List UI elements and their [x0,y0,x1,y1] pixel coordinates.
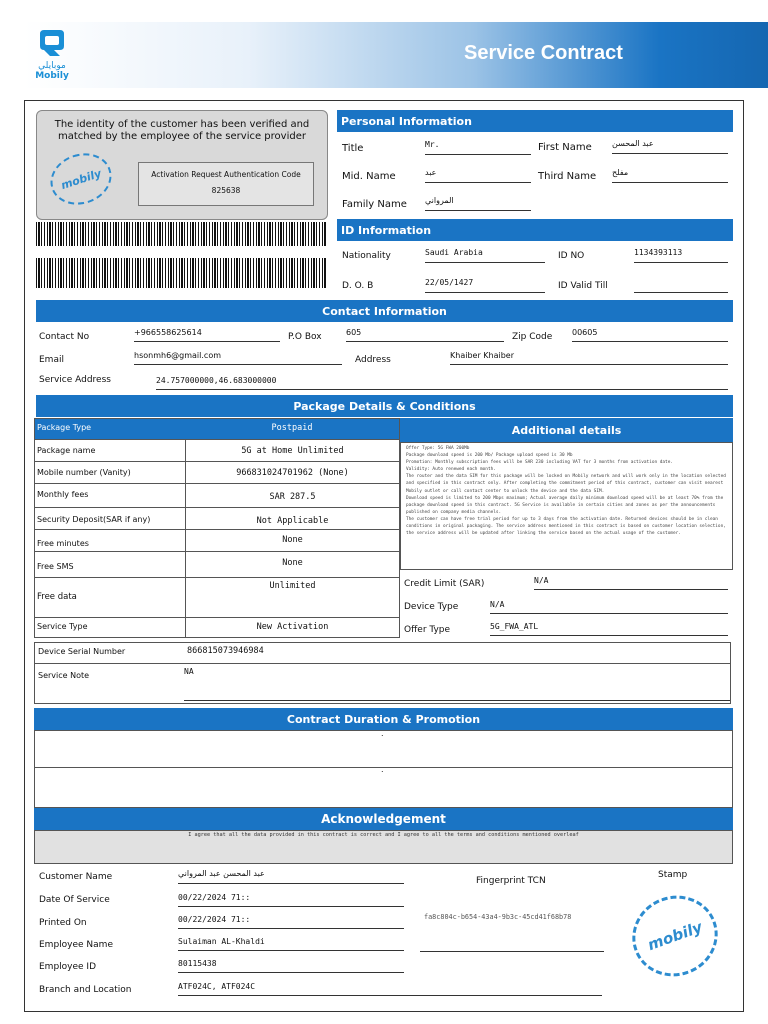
logo-arabic: موبايلي [38,61,66,71]
date-of-service-value: 00/22/2024 71:: [178,893,404,907]
row-value: Unlimited [185,578,399,617]
note-value: NA [184,667,730,701]
dob-label: D. O. B [342,281,374,291]
row-label: Free minutes [37,539,89,548]
barcode-1 [36,222,326,246]
duration-header [34,708,733,730]
package-title: Package Details & Conditions [293,399,476,413]
table-row [35,461,399,483]
fingerprint-label: Fingerprint TCN [476,876,546,886]
serial-label: Device Serial Number [38,647,126,656]
company-stamp-text: mobily [645,917,705,955]
employee-id-label: Employee ID [39,962,97,972]
auth-code-box [138,162,314,206]
table-row [35,439,399,461]
table-row [35,529,399,551]
note-label: Service Note [38,671,90,680]
branch-value: ATF024C, ATF024C [178,982,602,996]
package-header [36,395,733,417]
mobily-logo [32,28,72,81]
dob-value: 22/05/1427 [425,278,545,293]
third-name-label: Third Name [538,171,597,182]
nationality-value: Saudi Arabia [425,248,545,263]
third-name-value: مفلح [612,168,728,183]
mobily-logo-icon [32,28,72,58]
barcode-2 [36,258,326,288]
email-value: hsonmh6@gmail.com [134,351,342,365]
credit-limit-value: N/A [534,576,728,590]
row-label: Mobile number (Vanity) [37,468,131,477]
row-label: Free SMS [37,562,74,571]
address-value: Khaiber Khaiber [450,351,728,365]
row-label: Service Type [37,622,88,631]
row-value: Not Applicable [185,508,399,529]
table-row [35,551,399,577]
stamp-label: Stamp [658,870,688,880]
nationality-label: Nationality [342,251,391,261]
device-type-label: Device Type [404,602,459,612]
row-label: Security Deposit(SAR if any) [37,515,151,524]
table-row [35,507,399,529]
personal-info-title: Personal Information [341,114,472,128]
id-no-value: 1134393113 [634,248,728,263]
id-info-header [337,219,733,241]
header-banner [24,22,768,88]
ack-text: I agree that all the data provided in this contract is correct and I agree to all the terms and conditions mentioned overleaf [188,832,579,838]
branch-label: Branch and Location [39,985,132,995]
printed-on-label: Printed On [39,918,87,928]
row-value: New Activation [185,618,399,637]
duration-line-2: . [381,765,384,774]
credit-limit-label: Credit Limit (SAR) [404,579,485,589]
verify-text: The identity of the customer has been verified and matched by the employee of the service provider [54,119,310,142]
device-type-value: N/A [490,600,728,614]
pobox-label: P.O Box [288,332,322,342]
first-name-value: عبد المحسن [612,139,728,154]
service-address-label: Service Address [39,375,111,385]
fingerprint-line [420,940,604,952]
table-row [35,577,399,617]
mid-name-label: Mid. Name [342,171,396,182]
date-of-service-label: Date Of Service [39,895,110,905]
family-name-label: Family Name [342,199,407,210]
title-label: Title [342,143,364,154]
row-value: None [185,552,399,577]
employee-name-label: Employee Name [39,940,113,950]
mid-name-value: عبد [425,168,531,183]
additional-title: Additional details [511,423,622,437]
table-row [35,617,399,637]
contact-no-value: +966558625614 [134,328,280,342]
ack-title: Acknowledgement [321,812,446,826]
auth-code-value: 825638 [211,186,241,195]
row-value: 5G at Home Unlimited [185,440,399,461]
row-label: Package name [37,446,96,455]
contact-no-label: Contact No [39,332,90,342]
serial-row-divider [35,663,730,664]
row-value: 966831024701962 (None) [185,462,399,483]
address-label: Address [355,355,391,365]
id-valid-value [634,278,728,293]
customer-name-value: عبد المحسن عبد المرواني [178,869,404,884]
page-title: Service Contract [464,42,623,64]
pobox-value: 605 [346,328,504,342]
ack-header [34,808,733,830]
duration-box [34,730,733,808]
customer-name-label: Customer Name [39,872,113,882]
id-info-title: ID Information [341,223,432,237]
printed-on-value: 00/22/2024 71:: [178,915,404,929]
family-name-value: المرواني [425,196,531,211]
zip-label: Zip Code [512,332,553,342]
employee-id-value: 80115438 [178,959,404,973]
row-value: None [185,530,399,551]
duration-line-1: . [381,729,384,738]
fingerprint-value: fa8c804c-b654-43a4-9b3c-45cd41f68b78 [424,913,572,921]
offer-type-label: Offer Type [404,625,451,635]
first-name-label: First Name [538,142,592,153]
offer-type-value: 5G_FWA_ATL [490,622,728,636]
zip-value: 00605 [572,328,728,342]
ack-box [34,830,733,864]
row-label: Free data [37,592,77,602]
row-label: Package Type [35,419,185,439]
title-value: Mr. [425,140,531,155]
email-label: Email [39,355,64,365]
duration-title: Contract Duration & Promotion [286,712,481,726]
package-table [34,418,400,638]
contact-info-header [36,300,733,322]
employee-name-value: Sulaiman AL-Khaldi [178,937,404,951]
table-row [35,483,399,507]
id-valid-label: ID Valid Till [558,281,608,291]
row-value: Postpaid [185,419,399,439]
additional-text: Offer Type: 5G FWA 200Mb Package download speed is 200 Mb/ Package upload speed is 30 Mb Promotion: Monthly subscription fees will be SAR 230 including VAT for 3 months from activation date. Validity: Auto renewed each month. The router and the data SIM for this package will be locked on Mobily network and will work only in the location selected and specified in this contract only. After completing the commitment period of this contract, customer can visit nearest Mobily outlet or call contact center to unlock the device and the data SIM. Download speed is limited to 200 Mbps maximum; Actual average daily minimum download speed will be at least 70% from the package download speed in this contract. 5G Service is available in certain cities and zones as per the announcements published on company media channels. The customer can have free trial period for up to 3 days from the activation date. Returned devices should be in clean conditions in original packaging. The service address mentioned in this contract is based on customer location selection, the service address will be updated after linking the service based on the actual usage of the customer. [406,446,726,537]
id-no-label: ID NO [558,251,585,261]
contact-info-title: Contact Information [322,304,447,318]
additional-box [400,442,733,570]
serial-value: 866815073946984 [187,646,264,656]
verify-stamp-text: mobily [59,166,103,192]
logo-text: Mobily [35,71,69,81]
row-value: SAR 287.5 [185,484,399,507]
personal-info-header [337,110,733,132]
auth-code-label: Activation Request Authentication Code [151,170,301,179]
additional-header [400,418,733,442]
table-row [35,419,399,439]
row-label: Monthly fees [37,490,89,499]
service-address-value: 24.757000000,46.683000000 [156,376,728,390]
